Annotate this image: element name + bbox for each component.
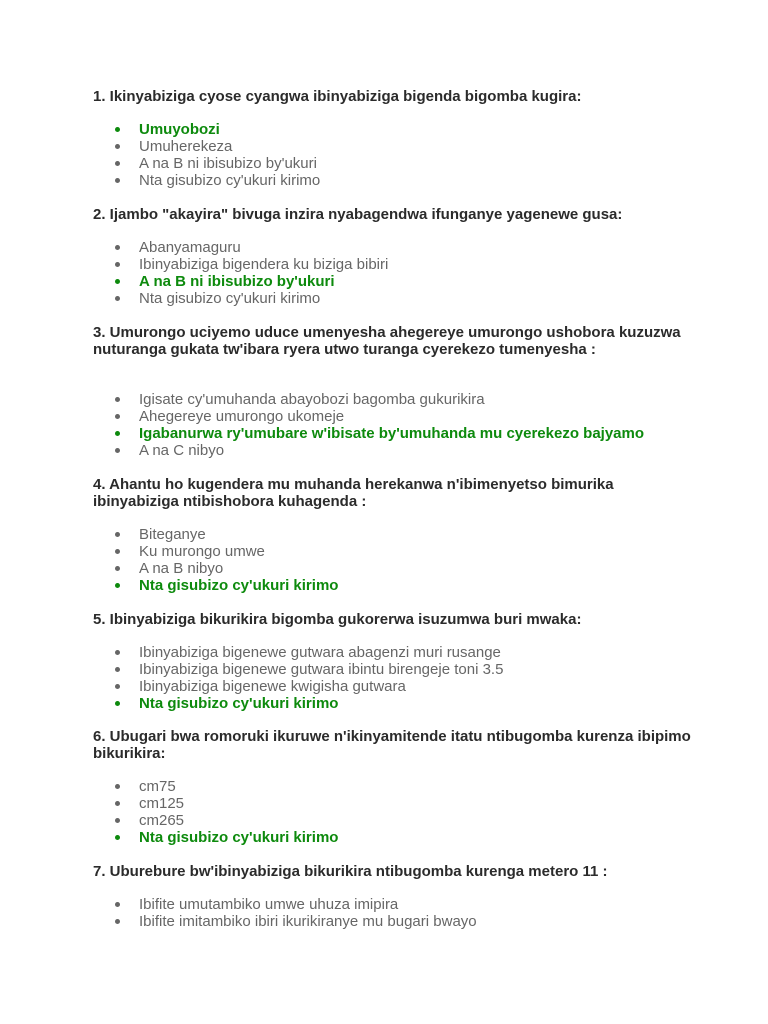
bullet-icon: [115, 279, 120, 284]
question-7: 7. Uburebure bw'ibinyabiziga bikurikira ntibugomba kurenga metero 11 :: [93, 863, 608, 880]
option-5d: Nta gisubizo cy'ukuri kirimo: [0, 695, 503, 712]
bullet-icon: [115, 414, 120, 419]
bullet-icon: [115, 262, 120, 267]
bullet-icon: [115, 127, 120, 132]
options-6: [0, 778, 338, 846]
question-6: 6. Ubugari bwa romoruki ikuruwe n'ikinyamitende itatu ntibugomba kurenza ibipimo bikurikira:: [93, 728, 691, 762]
bullet-icon: [115, 532, 120, 537]
option-2d: Nta gisubizo cy'ukuri kirimo: [0, 290, 388, 307]
bullet-icon: [115, 397, 120, 402]
option-1d: Nta gisubizo cy'ukuri kirimo: [0, 172, 320, 189]
option-5c: Ibinyabiziga bigenewe kwigisha gutwara: [0, 678, 503, 695]
option-5a: Ibinyabiziga bigenewe gutwara abagenzi muri rusange: [0, 644, 503, 661]
option-4d: Nta gisubizo cy'ukuri kirimo: [0, 577, 338, 594]
option-2c: A na B ni ibisubizo by'ukuri: [0, 273, 388, 290]
bullet-icon: [115, 566, 120, 571]
option-7b: Ibifite imitambiko ibiri ikurikiranye mu bugari bwayo: [0, 913, 477, 930]
option-6a: cm75: [0, 778, 338, 795]
option-4a: Biteganye: [0, 526, 338, 543]
bullet-icon: [115, 549, 120, 554]
option-7a: Ibifite umutambiko umwe uhuza imipira: [0, 896, 477, 913]
bullet-icon: [115, 701, 120, 706]
question-4: 4. Ahantu ho kugendera mu muhanda herekanwa n'ibimenyetso bimurika ibinyabiziga ntibishobora kuhagenda :: [93, 476, 614, 510]
bullet-icon: [115, 431, 120, 436]
options-1: [0, 121, 320, 189]
bullet-icon: [115, 784, 120, 789]
bullet-icon: [115, 583, 120, 588]
options-4: [0, 526, 338, 594]
option-3c: Igabanurwa ry'umubare w'ibisate by'umuhanda mu cyerekezo bajyamo: [0, 425, 644, 442]
question-3: 3. Umurongo uciyemo uduce umenyesha ahegereye umurongo ushobora kuzuzwa nuturanga gukata tw'ibara ryera utwo turanga cyerekezo tumenyesha :: [93, 324, 681, 358]
bullet-icon: [115, 161, 120, 166]
option-1a: Umuyobozi: [0, 121, 320, 138]
bullet-icon: [115, 296, 120, 301]
option-6d: Nta gisubizo cy'ukuri kirimo: [0, 829, 338, 846]
bullet-icon: [115, 818, 120, 823]
options-2: [0, 239, 388, 307]
option-1c: A na B ni ibisubizo by'ukuri: [0, 155, 320, 172]
bullet-icon: [115, 448, 120, 453]
bullet-icon: [115, 245, 120, 250]
option-3d: A na C nibyo: [0, 442, 644, 459]
option-6b: cm125: [0, 795, 338, 812]
option-6c: cm265: [0, 812, 338, 829]
option-4b: Ku murongo umwe: [0, 543, 338, 560]
options-5: [0, 644, 503, 712]
bullet-icon: [115, 144, 120, 149]
option-3b: Ahegereye umurongo ukomeje: [0, 408, 644, 425]
bullet-icon: [115, 650, 120, 655]
bullet-icon: [115, 684, 120, 689]
option-1b: Umuherekeza: [0, 138, 320, 155]
bullet-icon: [115, 919, 120, 924]
bullet-icon: [115, 178, 120, 183]
option-2b: Ibinyabiziga bigendera ku biziga bibiri: [0, 256, 388, 273]
option-4c: A na B nibyo: [0, 560, 338, 577]
bullet-icon: [115, 902, 120, 907]
question-1: 1. Ikinyabiziga cyose cyangwa ibinyabiziga bigenda bigomba kugira:: [93, 88, 582, 105]
bullet-icon: [115, 667, 120, 672]
options-3: [0, 391, 644, 459]
bullet-icon: [115, 801, 120, 806]
options-7: [0, 896, 477, 930]
option-5b: Ibinyabiziga bigenewe gutwara ibintu birengeje toni 3.5: [0, 661, 503, 678]
bullet-icon: [115, 835, 120, 840]
option-2a: Abanyamaguru: [0, 239, 388, 256]
option-3a: Igisate cy'umuhanda abayobozi bagomba gukurikira: [0, 391, 644, 408]
question-2: 2. Ijambo "akayira" bivuga inzira nyabagendwa ifunganye yagenewe gusa:: [93, 206, 623, 223]
question-5: 5. Ibinyabiziga bikurikira bigomba gukorerwa isuzumwa buri mwaka:: [93, 611, 582, 628]
